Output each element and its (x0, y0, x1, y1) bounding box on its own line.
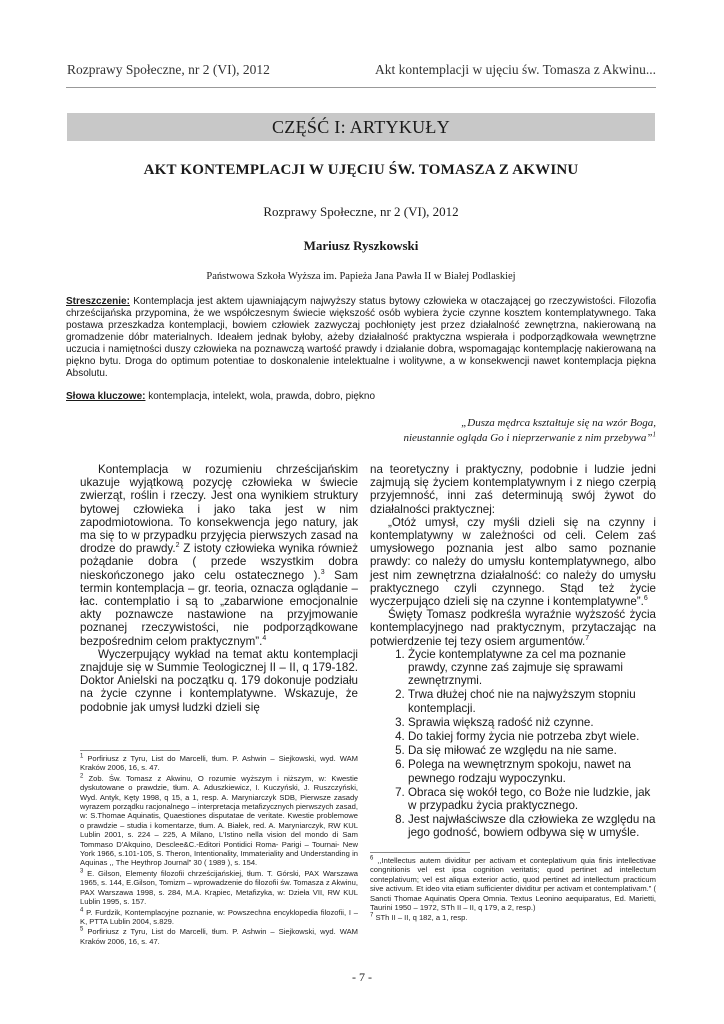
footnote: $^6$ ,,Intellectus autem dividitur per activam et conteplativum quia finis intellectivae congnitionis vel est ipsa cognition veritatis; quod pertinet ad intellectum conteplativum; vel est aliqua exterior actio, quod pertinet ad intellectum practicum sive activum. Et ideo vita etiam sufficienter dividitur per activam et contemplativam.” ( Sancti Thomae Aquinatis Opera Omnia. Textus Leonino aequiparatus, Ed. Marietti, Taurini 1950 – 1972, STh II – II, q 179, a 2, resp.) (370, 855, 656, 913)
keywords (66, 391, 656, 402)
footnote-ref-7: 7 (585, 634, 590, 642)
keywords-label: Słowa kluczowe: (66, 391, 146, 402)
footnote: $^3$ E. Gilson, Elementy filozofii chrześcijańskiej, tłum. T. Górski, PAX Warszawa 1965, s. 144, E.Gilson, Tomizm – wprowadzenie do filozofii św. Tomasza z Akwinu, PAX Warszawa 1998, s. 284, M.A. Krąpiec, Metafizyka, w: Dzieła VII, RW KUL Lublin 1995, s. 157. (80, 868, 358, 907)
footnote: $^7$ STh II – II, q 182, a 1, resp. (370, 912, 468, 923)
footnote-ref-6: 6 (643, 595, 648, 603)
list-item: 5. Da się miłować ze względu na nie same. (408, 744, 656, 757)
footnote-ref-1: 1 (652, 430, 656, 439)
paragraph: Kontemplacja w rozumieniu chrześcijańskim ukazuje wyjątkową pozycję człowieka w świecie zwierząt, roślin i rzeczy. Jest ona wynikiem struktury bytowej człowieka i jako taka jest w nim zapodmiotowiona. To konsekwencja jego natury, jak ma się to w przypadku przyjęcia pierwszych zasad na drodze do prawdy.$^2$ Z istoty człowieka wynika również pożądanie dobra ( przede wszystkim dobra nieskończonego jako celu ostatecznego ).$^3$ Sam termin kontemplacja – gr. teoria, oznacza oglądanie – łac. contemplatio i są to „zabarwione emocjonalnie akty poznawcze nastawione na przyjmowanie poznanej rzeczywistości, nie podporządkowane bezpośrednim celom praktycznym”.$^4$ (80, 463, 359, 648)
footnote: $^5$ Porfiriusz z Tyru, List do Marcelli, tłum. P. Ashwin – Siejkowski, wyd. WAM Kraków 2006, 16, s. 47. (80, 926, 358, 946)
footnote: $^1$ Porfiriusz z Tyru, List do Marcelli, tłum. P. Ashwin – Siejkowski, wyd. WAM Kraków 2006, 16, s. 47. (80, 753, 358, 773)
author-institution: Państwowa Szkoła Wyższa im. Papieża Jana Pawła II w Białej Podlaskiej (206, 271, 516, 282)
list-item: 3. Sprawia większą radość niż czynne. (408, 716, 656, 729)
footnote-ref-2: 2 (175, 542, 180, 550)
footnote: $^2$ Zob. Św. Tomasz z Akwinu, O rozumie wyższym i niższym, w: Kwestie dyskutowane o prawdzie, tłum. A. Aduszkiewicz, I. Kuczyński, J. Ruszczyński, Wyd. Antyk, Kęty 1998, q 15, a 1, resp. A. Maryniarczyk SDB, Pierwsze zasady wyrazem porządku racjonalnego – interpretacja metafizycznych pierwszych zasad, w: S.Thomae Aquinatis, Quaestiones disputatae de veritate. Kwestie problemowe o prawdzie – studia i komentarze, tłum. A. Białek, red. A. Maryniarczyk, RW KUL Lublin 2001, s. 224 – 225, A Milano, L'Istino nella vision del mondo di Sam Tommaso D'Akquino, Desclee&C.-Editori Pontidici Roma- Parigi – Tournai- New York 1966, s.101-105, S. Theron, Intentionality, Immateriality and Understanding in Aquinas ,, The Heythrop Journal” 30 ( 1989 ), s. 154. (80, 773, 358, 868)
footnote-divider (80, 750, 180, 751)
footnote-divider (370, 852, 470, 853)
right-column (370, 463, 656, 841)
list-item: 2. Trwa dłużej choć nie na najwyższym stopniu kontemplacji. (408, 688, 656, 714)
quotation-paragraph: „Otóż umysł, czy myśli dzieli się na czynny i kontemplatywny w zależności od celi. Celem zaś umysłowego poznania jest albo samo poznanie prawdy: co należy do umysłu kontemplatywnego, albo jest nim zewnętrzna działalność: co należy do umysłu praktycznego czyli czynnego. Stąd też życie wyczerpująco dzieli się na czynne i kontemplatywne”.$^6$ (370, 515, 656, 609)
epigraph-line-1: „Dusza mędrca kształtuje się na wzór Boga, (461, 417, 656, 429)
article-title: AKT KONTEMPLACJI W UJĘCIU ŚW. TOMASZA Z AKWINU (143, 162, 579, 178)
footnote: $^4$ P. Furdzik, Kontemplacyjne poznanie, w: Powszechna encyklopedia filozofii, I – K, PTTA Lublin 2004, s.829. (80, 906, 358, 926)
journal-line: Rozprawy Społeczne, nr 2 (VI), 2012 (263, 204, 459, 219)
list-item: 1. Życie kontemplatywne za cel ma poznanie prawdy, czynne zaś zajmuje się sprawami zewnętrznymi. (408, 648, 656, 688)
author-name: Mariusz Ryszkowski (303, 238, 419, 253)
abstract-label: Streszczenie: (66, 296, 130, 307)
epigraph-text: nieustannie ogląda Go i nieprzerwanie z nim przebywa” (403, 432, 653, 444)
running-header-right: Akt kontemplacji w ujęciu św. Tomasza z Akwinu... (374, 62, 656, 77)
abstract (66, 296, 656, 380)
list-item: 7. Obraca się wokół tego, co Boże nie ludzkie, jak w przypadku życia praktycznego. (408, 786, 656, 812)
footnote-ref-3: 3 (320, 568, 325, 576)
footnotes-right (370, 856, 656, 924)
paragraph: na teoretyczny i praktyczny, podobnie i ludzie jedni zajmują się życiem kontemplatywnym i z niego czerpią przyjemność, inni zaś determinują swój żywot do działalności praktycznej: (370, 463, 656, 516)
abstract-text: Kontemplacja jest aktem ujawniającym najwyższy status bytowy człowieka w otaczającej go rzeczywistości. Filozofia chrześcijańska przypomina, że we współczesnym świecie większość osób wybiera życie czynne kosztem kontemplatywnego. Taka postawa przeszkadza kontemplacji, bowiem człowiek zazwyczaj pochłonięty jest przez działalność zewnętrzna, nakierowaną na gromadzenie dóbr materialnych. Ideałem jednak byłoby, ażeby działalność praktyczna wspierała i podporządkowała wewnętrzne uczucia i namiętności duszy człowieka na poznawczą wartość prawdy i działanie dobra, wspomagając kontemplację nakierowaną na piękno bytu. Droga do optimum potentiae to doskonalenie intelektualne i wolitywne, a w konsekwencji nawet kontemplacja piękna Absolutu. (66, 296, 656, 379)
list-item: 8. Jest najwłaściwsze dla człowieka ze względu na jego godność, bowiem odbywa się w umyśle. (408, 813, 656, 839)
list-item: 6. Polega na wewnętrznym spokoju, nawet na pewnego rodzaju wypoczynku. (408, 758, 656, 784)
footnotes-left (80, 754, 358, 947)
left-column (80, 463, 358, 714)
page-number: - 7 - (352, 970, 372, 984)
epigraph-line-2 (300, 432, 656, 444)
argument-list (370, 648, 656, 840)
header-divider (66, 87, 656, 88)
paragraph: Wyczerpujący wykład na temat aktu kontemplacji znajduje się w Summie Teologicznej II – II, q 179-182. Doktor Anielski na początku q. 179 dokonuje podziału na życie czynne i kontemplatywne. Wskazuje, że podobnie jak umysł ludzki dzieli się (80, 647, 358, 714)
list-item: 4. Do takiej formy życia nie potrzeba zbyt wiele. (408, 730, 656, 743)
section-bar: CZĘŚĆ I: ARTYKUŁY (67, 113, 655, 141)
keywords-text: kontemplacja, intelekt, wola, prawda, dobro, piękno (145, 391, 376, 402)
running-header-left: Rozprawy Społeczne, nr 2 (VI), 2012 (67, 62, 270, 77)
footnote-ref-4: 4 (262, 634, 267, 642)
paragraph: Święty Tomasz podkreśla wyraźnie wyższość życia kontemplacyjnego nad praktycznym, przytaczając na potwierdzenie tej tezy osiem argumentów.$^7$ (370, 608, 656, 648)
